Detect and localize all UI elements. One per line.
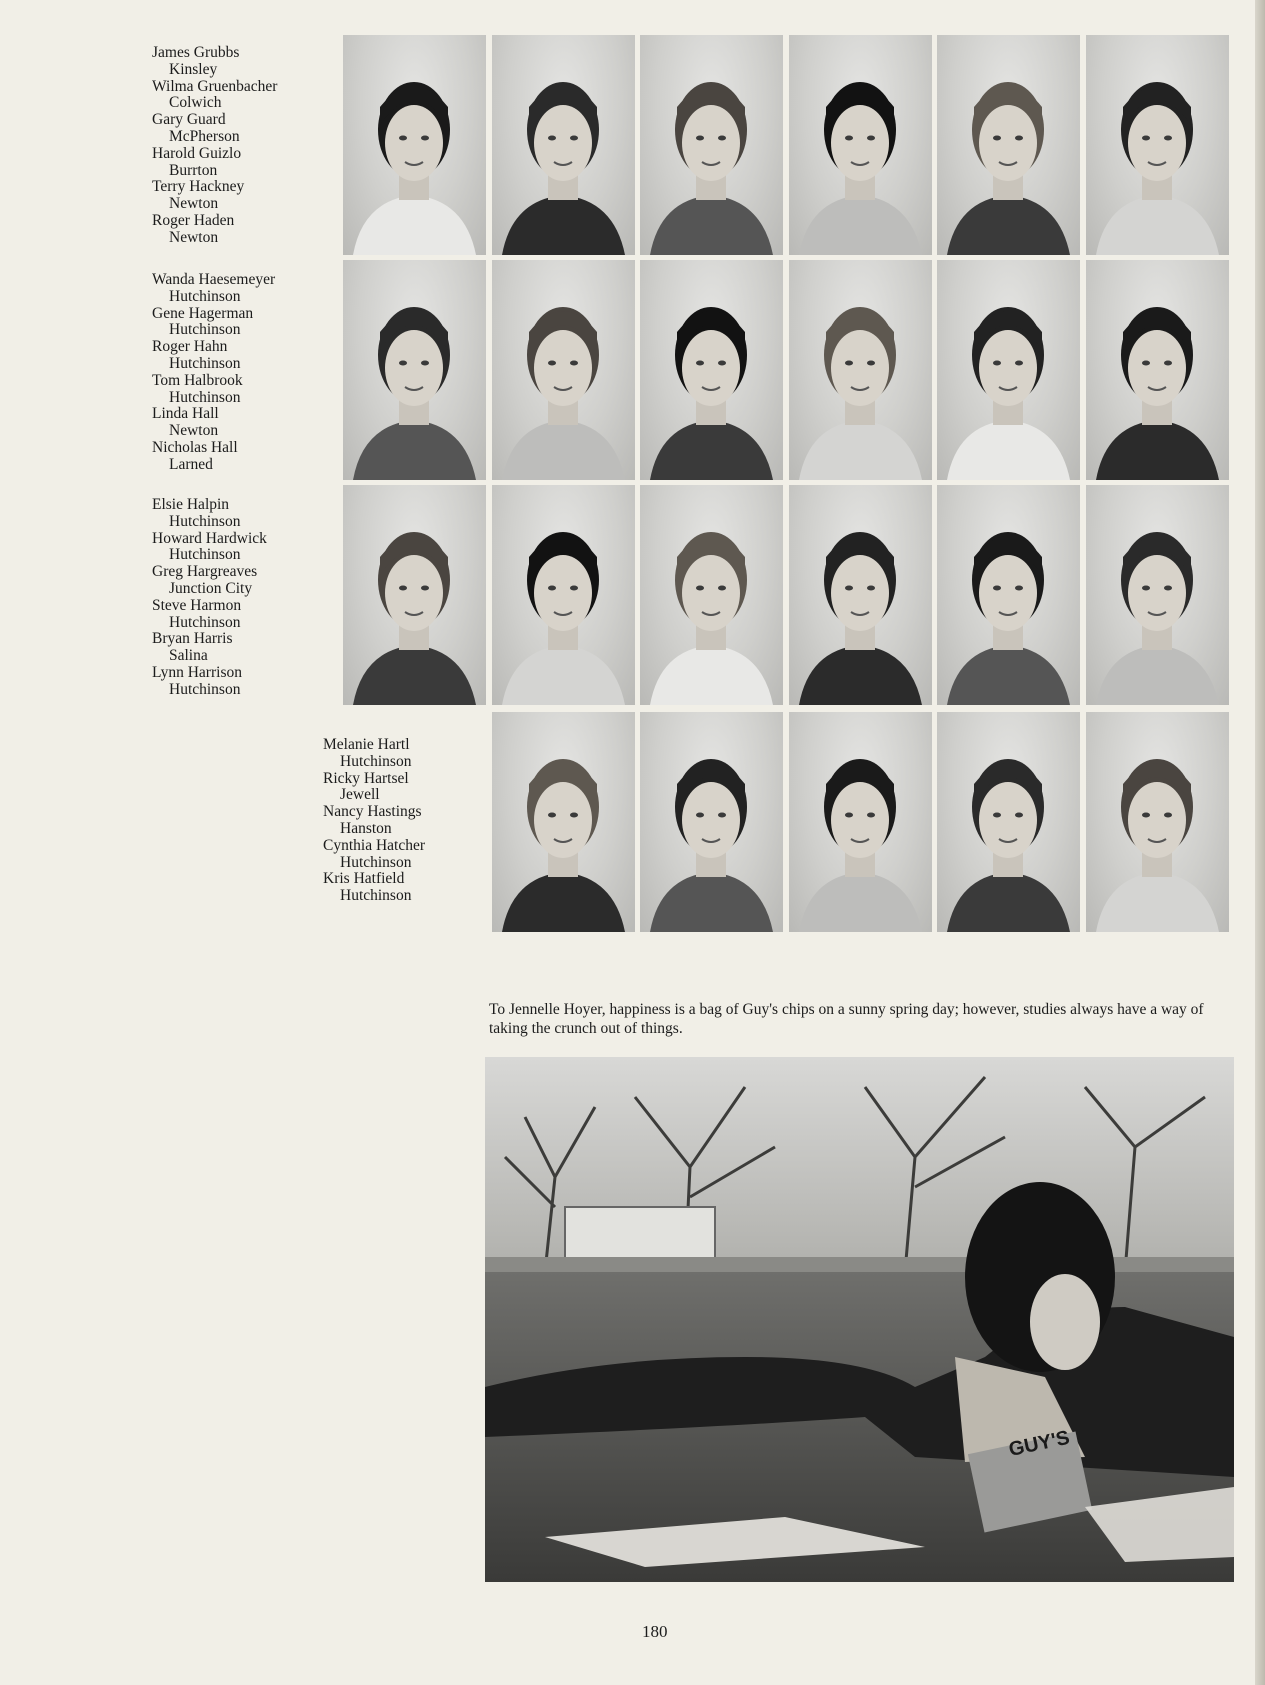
student-portrait xyxy=(492,260,635,480)
student-portrait xyxy=(789,35,932,255)
name-list-row-1 xyxy=(152,45,277,247)
student-name: Steve Harmon xyxy=(152,596,242,614)
name-list-row-4 xyxy=(323,737,425,905)
student-town: Colwich xyxy=(169,94,222,112)
student-town: Newton xyxy=(169,228,219,246)
candid-photo xyxy=(485,1057,1234,1582)
student-portrait xyxy=(937,712,1080,932)
student-town: Hutchinson xyxy=(340,853,412,871)
student-portrait xyxy=(640,35,783,255)
name-list-row-2 xyxy=(152,272,275,474)
student-town: Hutchinson xyxy=(169,388,241,406)
student-name: Terry Hackney xyxy=(152,178,245,196)
student-portrait xyxy=(492,712,635,932)
student-portrait xyxy=(1086,260,1229,480)
student-name: Ricky Hartsel xyxy=(323,769,409,787)
student-town: Hanston xyxy=(340,819,392,837)
student-name: Kris Hatfield xyxy=(323,870,405,888)
student-town: Newton xyxy=(169,195,219,213)
student-town: Larned xyxy=(169,455,213,473)
student-portrait xyxy=(640,712,783,932)
student-name: Gene Hagerman xyxy=(152,304,254,322)
student-name: Wilma Gruenbacher xyxy=(152,77,278,95)
student-portrait xyxy=(937,35,1080,255)
student-name: Linda Hall xyxy=(152,405,219,423)
student-portrait xyxy=(937,260,1080,480)
student-name: Elsie Halpin xyxy=(152,496,230,513)
student-name: Wanda Haesemeyer xyxy=(152,271,276,288)
student-town: Hutchinson xyxy=(169,546,241,564)
name-list-row-3 xyxy=(152,497,267,699)
student-portrait xyxy=(789,260,932,480)
student-portrait xyxy=(343,35,486,255)
student-portrait xyxy=(1086,712,1229,932)
student-town: Hutchinson xyxy=(169,321,241,339)
student-name: Lynn Harrison xyxy=(152,663,242,681)
student-portrait xyxy=(343,485,486,705)
student-town: Salina xyxy=(169,647,208,665)
student-name: Harold Guizlo xyxy=(152,144,242,162)
student-name: Bryan Harris xyxy=(152,630,233,648)
page-edge xyxy=(1255,0,1265,1685)
student-town: Newton xyxy=(169,422,219,440)
student-town: Hutchinson xyxy=(340,752,412,770)
page-number: 180 xyxy=(642,1622,668,1641)
student-portrait xyxy=(1086,35,1229,255)
student-portrait xyxy=(492,35,635,255)
student-town: Hutchinson xyxy=(169,354,241,372)
student-portrait xyxy=(937,485,1080,705)
student-town: Hutchinson xyxy=(169,512,241,530)
student-name: Howard Hardwick xyxy=(152,529,267,547)
photo-caption: To Jennelle Hoyer, happiness is a bag of Guy's chips on a sunny spring day; however, studies always have a way of taking the crunch out of things. xyxy=(489,1001,1204,1037)
student-portrait xyxy=(640,260,783,480)
student-portrait xyxy=(789,485,932,705)
student-name: Roger Hahn xyxy=(152,338,228,356)
student-town: Burrton xyxy=(169,161,218,179)
student-portrait xyxy=(640,485,783,705)
student-portrait xyxy=(789,712,932,932)
student-name: Nancy Hastings xyxy=(323,803,422,821)
student-town: Hutchinson xyxy=(169,287,241,305)
student-name: James Grubbs xyxy=(152,44,240,61)
student-town: Jewell xyxy=(340,786,380,804)
student-town: McPherson xyxy=(169,127,240,145)
student-name: Nicholas Hall xyxy=(152,438,238,456)
student-town: Hutchinson xyxy=(340,887,412,905)
student-town: Hutchinson xyxy=(169,680,241,698)
student-town: Junction City xyxy=(169,579,253,597)
chip-bag-label: GUY'S xyxy=(1006,1426,1072,1462)
student-name: Greg Hargreaves xyxy=(152,563,258,581)
student-town: Kinsley xyxy=(169,60,218,78)
student-name: Roger Haden xyxy=(152,211,235,229)
student-portrait xyxy=(343,260,486,480)
student-portrait xyxy=(1086,485,1229,705)
student-name: Tom Halbrook xyxy=(152,371,243,389)
student-name: Melanie Hartl xyxy=(323,736,410,753)
student-town: Hutchinson xyxy=(169,613,241,631)
student-portrait xyxy=(492,485,635,705)
student-name: Gary Guard xyxy=(152,111,226,129)
student-name: Cynthia Hatcher xyxy=(323,836,426,854)
